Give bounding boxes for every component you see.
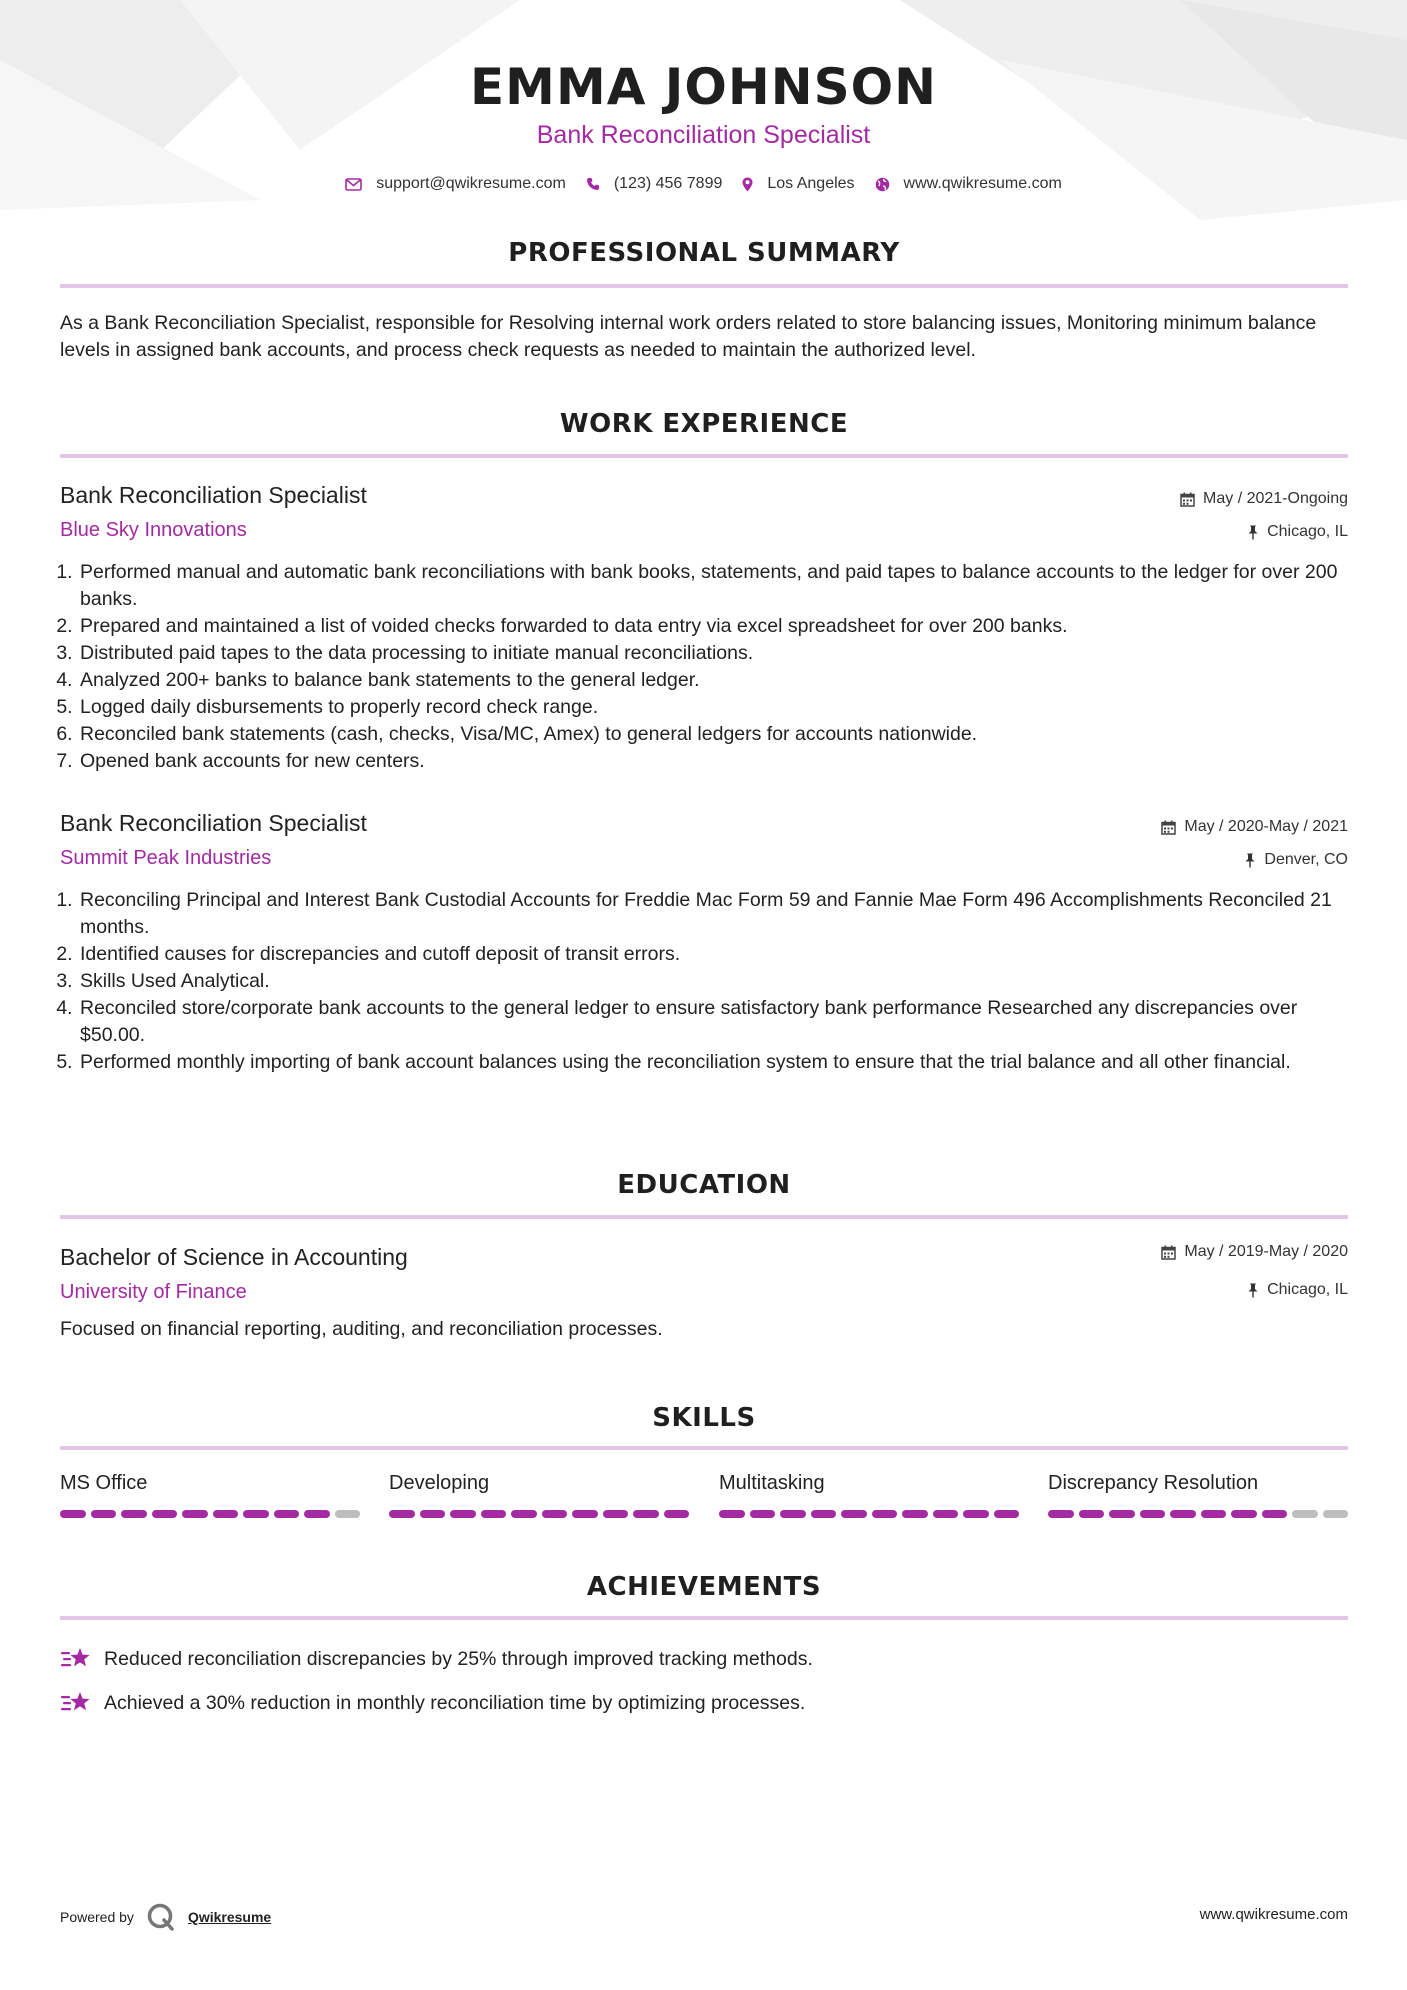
job-1-title: Bank Reconciliation Specialist: [60, 482, 367, 508]
calendar-icon: [1161, 820, 1176, 835]
job-2-location-text: Denver, CO: [1264, 851, 1348, 868]
skill-dot-filled: [1109, 1510, 1135, 1518]
skill-dot-filled: [511, 1510, 537, 1518]
skill-dot-filled: [841, 1510, 867, 1518]
skill-dot-filled: [664, 1510, 690, 1518]
calendar-icon: [1180, 492, 1195, 507]
powered-by-text: Powered by: [60, 1909, 134, 1925]
contact-location: [742, 175, 854, 193]
skill-discrepancy-resolution: [1048, 1472, 1348, 1518]
skill-dot-filled: [304, 1510, 330, 1518]
achievements-section-title: ACHIEVEMENTS: [586, 1572, 822, 1602]
phone-icon: [586, 177, 600, 191]
list-item: 1. Reconciling Principal and Interest Bank Custodial Accounts for Freddie Mac Form 59 and Fannie Mae Form 496 Accomplishments Reconciled 21 months.: [78, 887, 1338, 941]
candidate-role: Bank Reconciliation Specialist: [536, 121, 871, 149]
skill-dot-filled: [60, 1510, 86, 1518]
education-dates-text: May / 2019-May / 2020: [1184, 1243, 1348, 1260]
job-2-location: [1244, 851, 1348, 869]
summary-text: As a Bank Reconciliation Specialist, responsible for Resolving internal work orders related to store balancing issues, Monitoring minimum balance levels in assigned bank accounts, and process check requests as needed to maintain the authorized level.: [60, 312, 1317, 361]
globe-icon: [875, 177, 890, 192]
skill-dot-filled: [603, 1510, 629, 1518]
achievement-item: [60, 1690, 805, 1716]
skill-dot-filled: [1231, 1510, 1257, 1518]
achievements-divider: [60, 1616, 1348, 1620]
skill-dot-filled: [994, 1510, 1020, 1518]
skill-dot-filled: [274, 1510, 300, 1518]
list-item: 2. Prepared and maintained a list of voided checks forwarded to data entry via excel spreadsheet for over 200 banks.: [78, 613, 1338, 640]
calendar-icon: [1161, 1245, 1176, 1260]
pushpin-icon: [1247, 525, 1259, 540]
skill-dot-filled: [572, 1510, 598, 1518]
list-item: 7. Opened bank accounts for new centers.: [78, 748, 1338, 775]
education-location-text: Chicago, IL: [1267, 1281, 1348, 1298]
skill-multitasking: [719, 1472, 1019, 1518]
shooting-star-icon: [60, 1690, 92, 1716]
experience-section-title: WORK EXPERIENCE: [559, 409, 849, 439]
map-pin-icon: [742, 177, 753, 192]
summary-divider: [60, 284, 1348, 288]
contact-email[interactable]: [345, 175, 566, 193]
skill-dot-filled: [872, 1510, 898, 1518]
experience-divider: [60, 454, 1348, 458]
skill-dot-filled: [750, 1510, 776, 1518]
qwikresume-link[interactable]: Qwikresume: [187, 1909, 272, 1925]
skill-dot-empty: [335, 1510, 361, 1518]
job-1-dates: [1180, 490, 1348, 508]
skill-dot-empty: [1323, 1510, 1349, 1518]
job-1-dates-text: May / 2021-Ongoing: [1203, 490, 1348, 507]
job-1-location-text: Chicago, IL: [1267, 523, 1348, 540]
skill-dot-filled: [182, 1510, 208, 1518]
job-1-bullets: [60, 559, 1338, 775]
skill-dot-filled: [811, 1510, 837, 1518]
phone-text: (123) 456 7899: [613, 175, 723, 192]
skill-dot-filled: [389, 1510, 415, 1518]
skill-dot-filled: [1048, 1510, 1074, 1518]
list-item: 6. Reconciled bank statements (cash, checks, Visa/MC, Amex) to general ledgers for accounts nationwide.: [78, 721, 1338, 748]
skill-label: Developing: [389, 1472, 490, 1494]
skill-dot-filled: [1262, 1510, 1288, 1518]
job-2-title: Bank Reconciliation Specialist: [60, 810, 367, 836]
skill-dot-filled: [719, 1510, 745, 1518]
skill-dot-filled: [1140, 1510, 1166, 1518]
job-1-location: [1247, 523, 1348, 541]
email-text: support@qwikresume.com: [376, 175, 566, 192]
skill-dot-filled: [902, 1510, 928, 1518]
skill-dot-filled: [450, 1510, 476, 1518]
list-item: 3. Skills Used Analytical.: [78, 968, 1338, 995]
skill-dot-filled: [963, 1510, 989, 1518]
summary-section-title: PROFESSIONAL SUMMARY: [508, 238, 900, 268]
achievement-text: Reduced reconciliation discrepancies by 25% through improved tracking methods.: [104, 1647, 813, 1670]
skill-label: Multitasking: [719, 1472, 825, 1494]
skill-dot-filled: [1079, 1510, 1105, 1518]
shooting-star-icon: [60, 1646, 92, 1672]
skill-meter: [389, 1510, 689, 1518]
skill-developing: [389, 1472, 689, 1518]
education-section-title: EDUCATION: [617, 1170, 791, 1200]
candidate-name: EMMA JOHNSON: [470, 58, 937, 116]
skill-label: MS Office: [60, 1472, 148, 1494]
achievement-item: [60, 1646, 813, 1672]
contact-phone[interactable]: [586, 175, 723, 193]
list-item: 4. Reconciled store/corporate bank accounts to the general ledger to ensure satisfactory bank performance Researched any discrepancies over $50.00.: [78, 995, 1338, 1049]
skill-dot-empty: [1292, 1510, 1318, 1518]
skill-ms-office: [60, 1472, 360, 1518]
list-item: 1. Performed manual and automatic bank reconciliations with bank books, statements, and paid tapes to balance accounts to the ledger for over 200 banks.: [78, 559, 1338, 613]
skills-divider: [60, 1446, 1348, 1450]
skill-dot-filled: [420, 1510, 446, 1518]
job-2-company: Summit Peak Industries: [60, 847, 272, 869]
skill-dot-filled: [121, 1510, 147, 1518]
education-description: Focused on financial reporting, auditing, and reconciliation processes.: [60, 1318, 663, 1340]
education-school: University of Finance: [60, 1281, 247, 1303]
skill-dot-filled: [243, 1510, 269, 1518]
footer-powered-by: [60, 1902, 271, 1932]
achievement-text: Achieved a 30% reduction in monthly reconciliation time by optimizing processes.: [104, 1691, 806, 1714]
job-2-bullets: [60, 887, 1338, 1076]
skills-section-title: SKILLS: [652, 1403, 756, 1433]
skill-dot-filled: [91, 1510, 117, 1518]
skill-dot-filled: [933, 1510, 959, 1518]
skill-dot-filled: [1170, 1510, 1196, 1518]
skill-dot-filled: [481, 1510, 507, 1518]
website-text: www.qwikresume.com: [903, 175, 1062, 192]
skill-meter: [719, 1510, 1019, 1518]
job-2-dates-text: May / 2020-May / 2021: [1184, 818, 1348, 835]
skill-meter: [1048, 1510, 1348, 1518]
list-item: 5. Performed monthly importing of bank account balances using the reconciliation system to ensure that the trial balance and all other financial.: [78, 1049, 1338, 1076]
contact-bar: [0, 175, 1407, 193]
skill-dot-filled: [1201, 1510, 1227, 1518]
education-divider: [60, 1215, 1348, 1219]
skill-label: Discrepancy Resolution: [1048, 1472, 1259, 1494]
education-dates: [1161, 1243, 1348, 1261]
list-item: 5. Logged daily disbursements to properly record check range.: [78, 694, 1338, 721]
skill-dot-filled: [633, 1510, 659, 1518]
skill-dot-filled: [213, 1510, 239, 1518]
contact-website[interactable]: [875, 175, 1062, 193]
list-item: 3. Distributed paid tapes to the data processing to initiate manual reconciliations.: [78, 640, 1338, 667]
location-text: Los Angeles: [767, 175, 855, 192]
skill-dot-filled: [152, 1510, 178, 1518]
footer-website[interactable]: www.qwikresume.com: [1199, 1906, 1348, 1923]
skill-dot-filled: [780, 1510, 806, 1518]
qwikresume-logo-icon: [146, 1902, 176, 1932]
skill-meter: [60, 1510, 360, 1518]
envelope-icon: [345, 178, 362, 191]
pushpin-icon: [1244, 853, 1256, 868]
job-2-dates: [1161, 818, 1348, 836]
list-item: 2. Identified causes for discrepancies and cutoff deposit of transit errors.: [78, 941, 1338, 968]
skill-dot-filled: [542, 1510, 568, 1518]
job-1-company: Blue Sky Innovations: [60, 519, 247, 541]
education-degree: Bachelor of Science in Accounting: [60, 1244, 408, 1270]
list-item: 4. Analyzed 200+ banks to balance bank statements to the general ledger.: [78, 667, 1338, 694]
education-location: [1247, 1281, 1348, 1299]
pushpin-icon: [1247, 1283, 1259, 1298]
